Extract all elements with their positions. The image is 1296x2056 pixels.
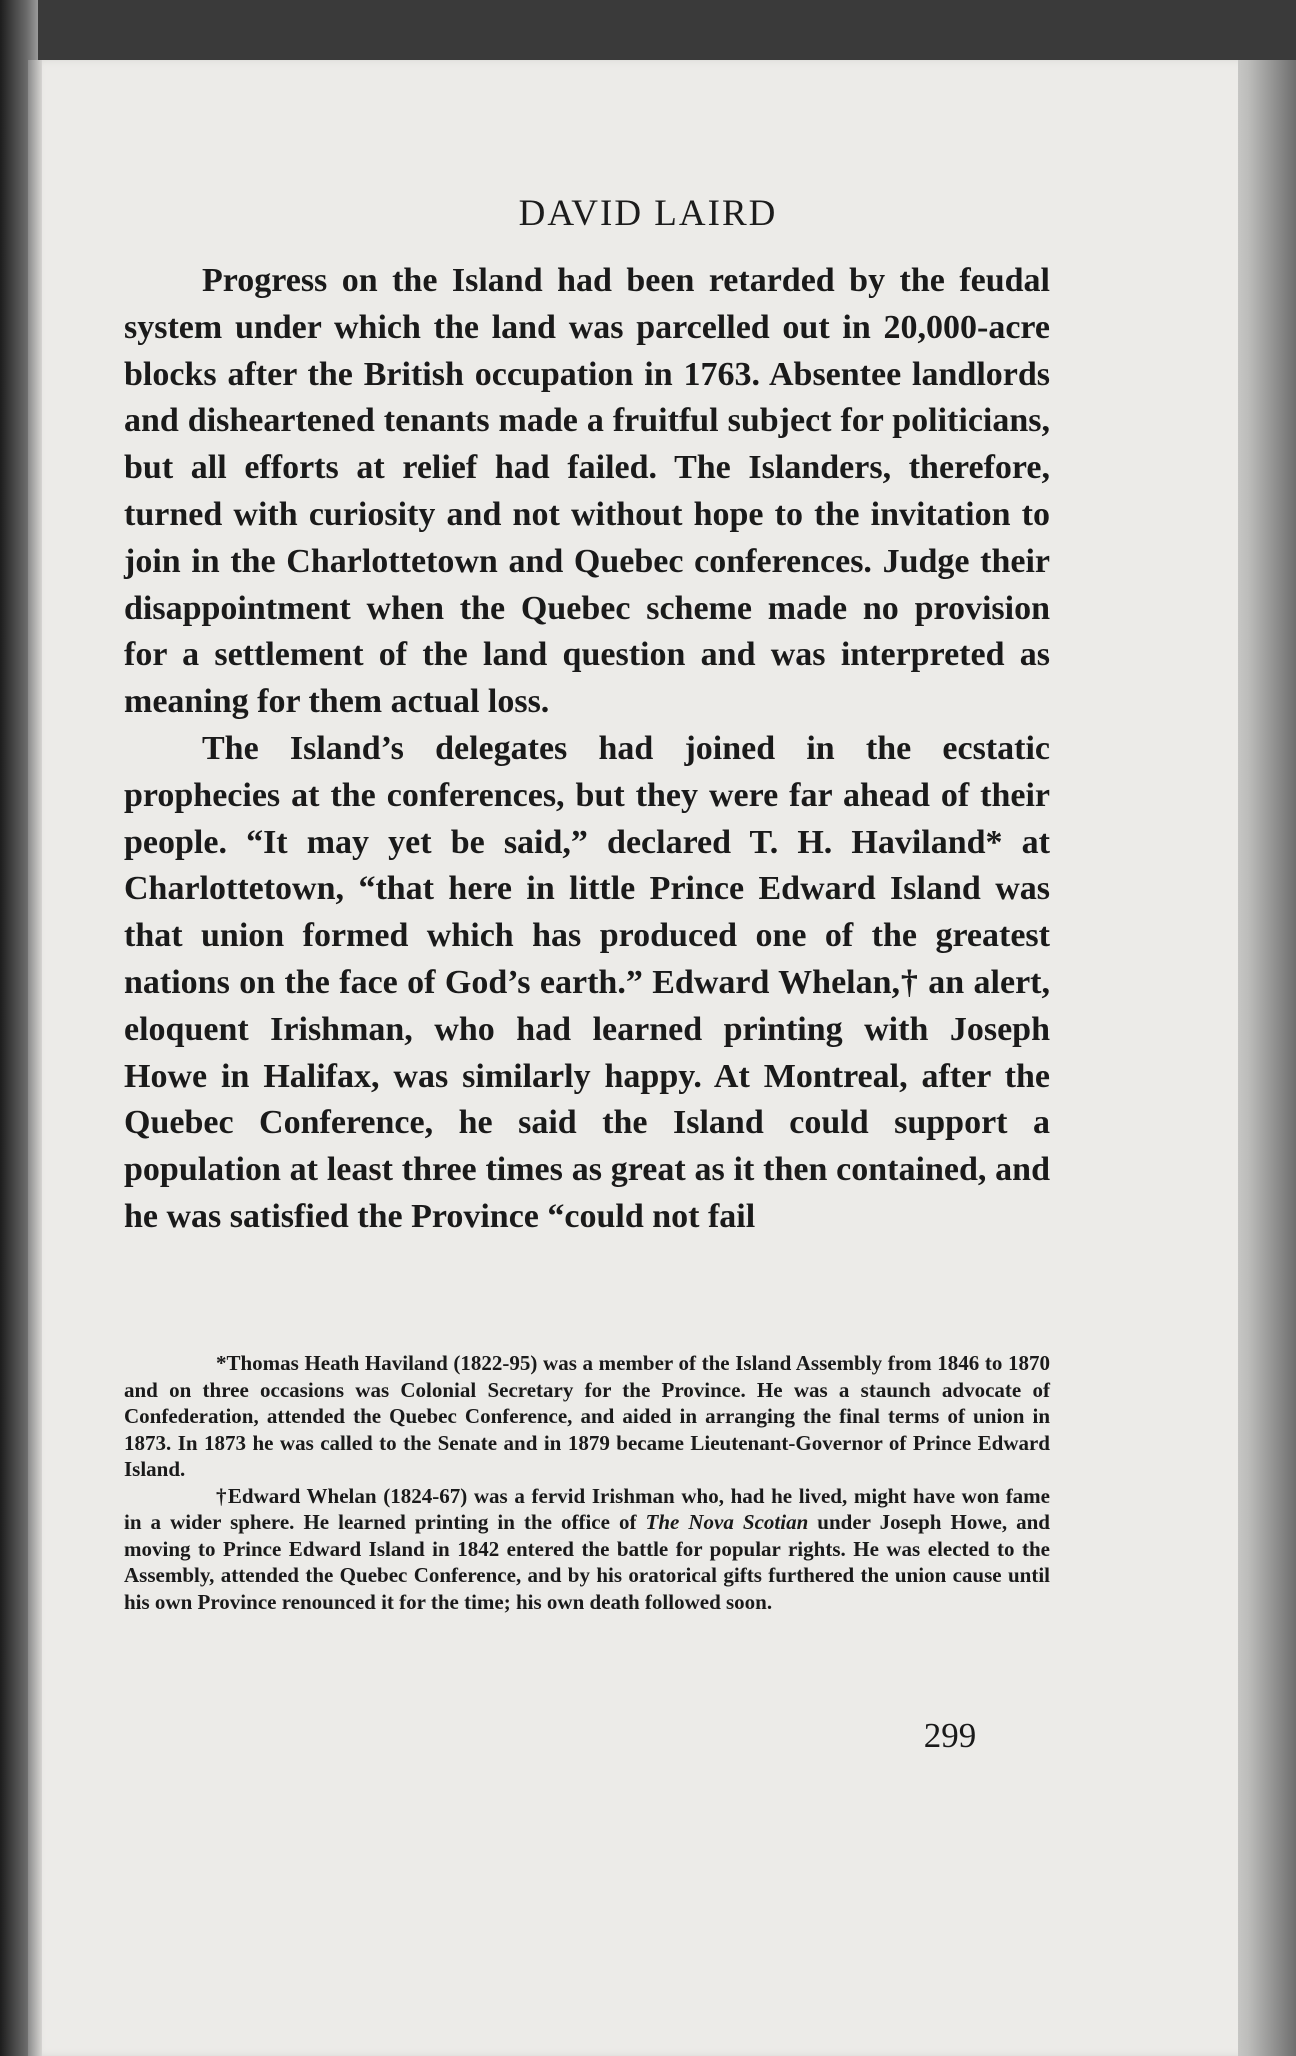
page-number: 299	[923, 1716, 977, 1755]
footnote-haviland: *Thomas Heath Haviland (1822-95) was a member of the Island Assembly from 1846 to 1870 and on three occasions was Colonial Secretary for the Province. He was a staunch advocate of Confederation, attended the Quebec Conference, and aided in arranging the final terms of union in 1873. In 1873 he was called to the Senate and in 1879 became Lieutenant-Governor of Prince Edward Island.	[124, 1351, 1050, 1481]
running-header: DAVID LAIRD	[518, 193, 778, 234]
footnote-text: under Joseph Howe, and moving to Prince Edward Island in 1842 entered the battle for popular rights. He was elected to the Assembly, attended the Quebec Conference, and by his oratorical gifts furthered the union cause until his own Province renounced it for the time; his own death followed soon.	[124, 1510, 1050, 1614]
body-text	[124, 258, 1050, 1241]
footnotes	[124, 1350, 1050, 1615]
paragraph: The Island’s delegates had joined in the ecstatic prophecies at the conferences, but they were far ahead of their people. “It may yet be said,” declared T. H. Haviland* at Charlottetown, “that here in little Prince Edward Island was that union formed which has produced one of the greatest nations on the face of God’s earth.” Edward Whelan,† an alert, eloquent Irishman, who had learned printing with Joseph Howe in Halifax, was similarly happy. At Montreal, after the Quebec Conference, he said the Island could support a population at least three times as great as it then contained, and he was satisfied the Province “could not fail	[124, 729, 1050, 1235]
footnote-whelan	[124, 1483, 1050, 1616]
newspaper-title: The Nova Scotian	[645, 1510, 809, 1534]
footnote-text: †Edward Whelan (1824-67) was a fervid Irishman who, had he lived, might have won fame in a wider sphere. He learned printing in the office of	[124, 1483, 1050, 1534]
page-gutter-shadow	[28, 60, 42, 2056]
paragraph: Progress on the Island had been retarded by the feudal system under which the land was parcelled out in 20,000-acre blocks after the British occupation in 1763. Absentee landlords and disheartened tenants made a fruitful subject for politicians, but all efforts at relief had failed. The Islanders, therefore, turned with curiosity and not without hope to the invitation to join in the Charlottetown and Quebec conferences. Judge their disappointment when the Quebec scheme made no provision for a settlement of the land question and was interpreted as meaning for them actual loss.	[124, 262, 1050, 721]
